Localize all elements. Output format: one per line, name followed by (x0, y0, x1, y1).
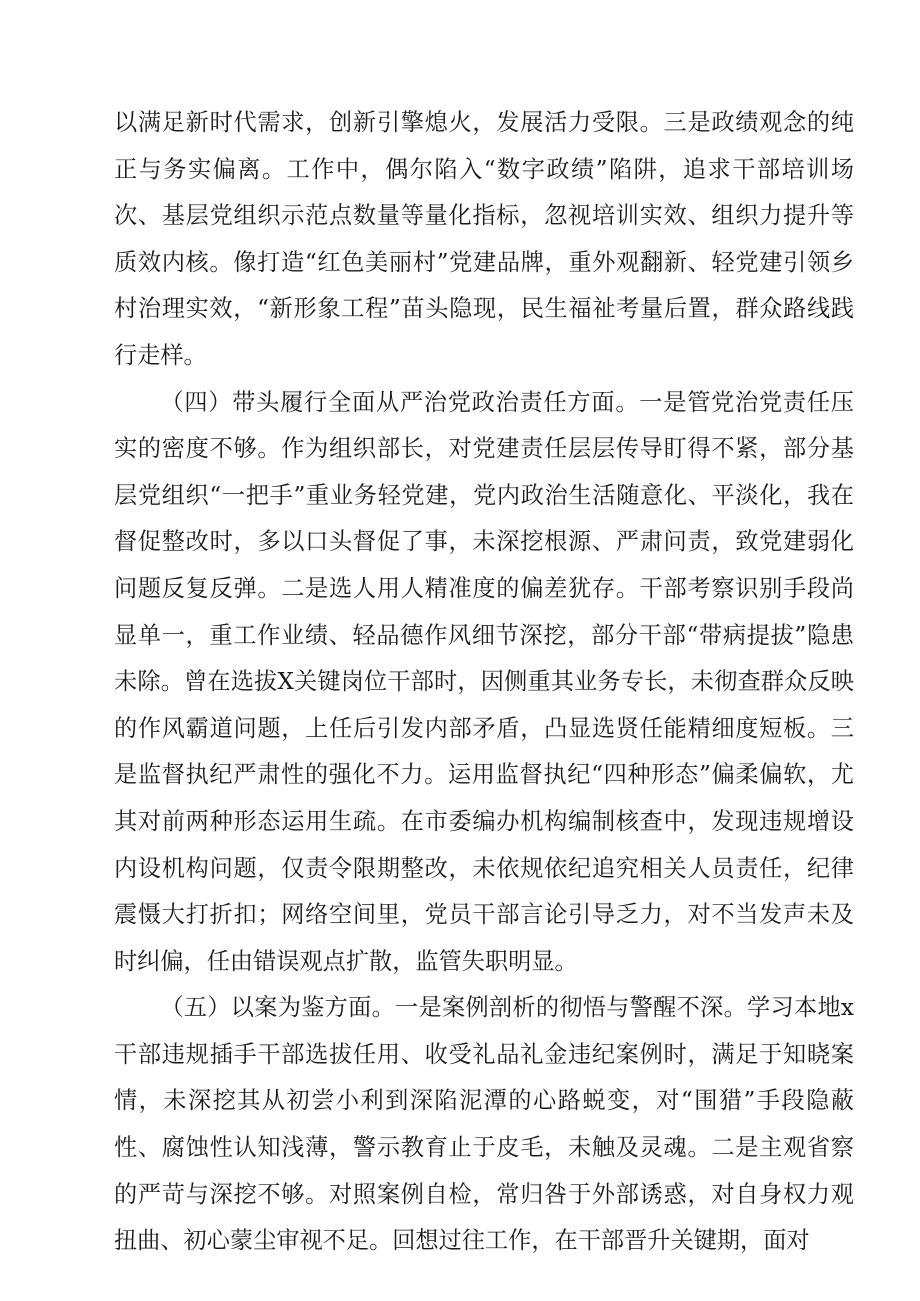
paragraph-section-four: （四）带头履行全面从严治党政治责任方面。一是管党治党责任压实的密度不够。作为组织部长，对党建责任层层传导盯得不紧，部分基层党组织“一把手”重业务轻党建，党内政治生活随意化、平淡化，我在督促整改时，多以口头督促了事，未深挖根源、严肃问责，致党建弱化问题反复反弹。二是选人用人精准度的偏差犹存。干部考察识别手段尚显单一，重工作业绩、轻品德作风细节深挖，部分干部“带病提拔”隐患未除。曾在选拔X关键岗位干部时，因侧重其业务专长，未彻查群众反映的作风霸道问题，上任后引发内部矛盾，凸显选贤任能精细度短板。三是监督执纪严肃性的强化不力。运用监督执纪“四种形态”偏柔偏软，尤其对前两种形态运用生疏。在市委编办机构编制核查中，发现违规增设内设机构问题，仅责令限期整改，未依规依纪追究相关人员责任，纪律震慑大打折扣；网络空间里，党员干部言论引导乏力，对不当发声未及时纠偏，任由错误观点扩散，监管失职明显。 (114, 388, 854, 975)
paragraph-continuation: 以满足新时代需求，创新引擎熄火，发展活力受限。三是政绩观念的纯正与务实偏离。工作中，偶尔陷入“数字政绩”陷阱，追求干部培训场次、基层党组织示范点数量等量化指标，忽视培训实效、组织力提升等质效内核。像打造“红色美丽村”党建品牌，重外观翻新、轻党建引领乡村治理实效，“新形象工程”苗头隐现，民生福祉考量后置，群众路线践行走样。 (114, 109, 854, 369)
paragraph-section-five: （五）以案为鉴方面。一是案例剖析的彻悟与警醒不深。学习本地x干部违规插手干部选拔任用、收受礼品礼金违纪案例时，满足于知晓案情，未深挖其从初尝小利到深陷泥潭的心路蜕变，对“围猎”手段隐蔽性、腐蚀性认知浅薄，警示教育止于皮毛，未触及灵魂。二是主观省察的严苛与深挖不够。对照案例自检，常归咎于外部诱惑，对自身权力观扭曲、初心蒙尘审视不足。回想过往工作，在干部晋升关键期，面对 (114, 994, 854, 1255)
document-body (114, 100, 854, 1265)
